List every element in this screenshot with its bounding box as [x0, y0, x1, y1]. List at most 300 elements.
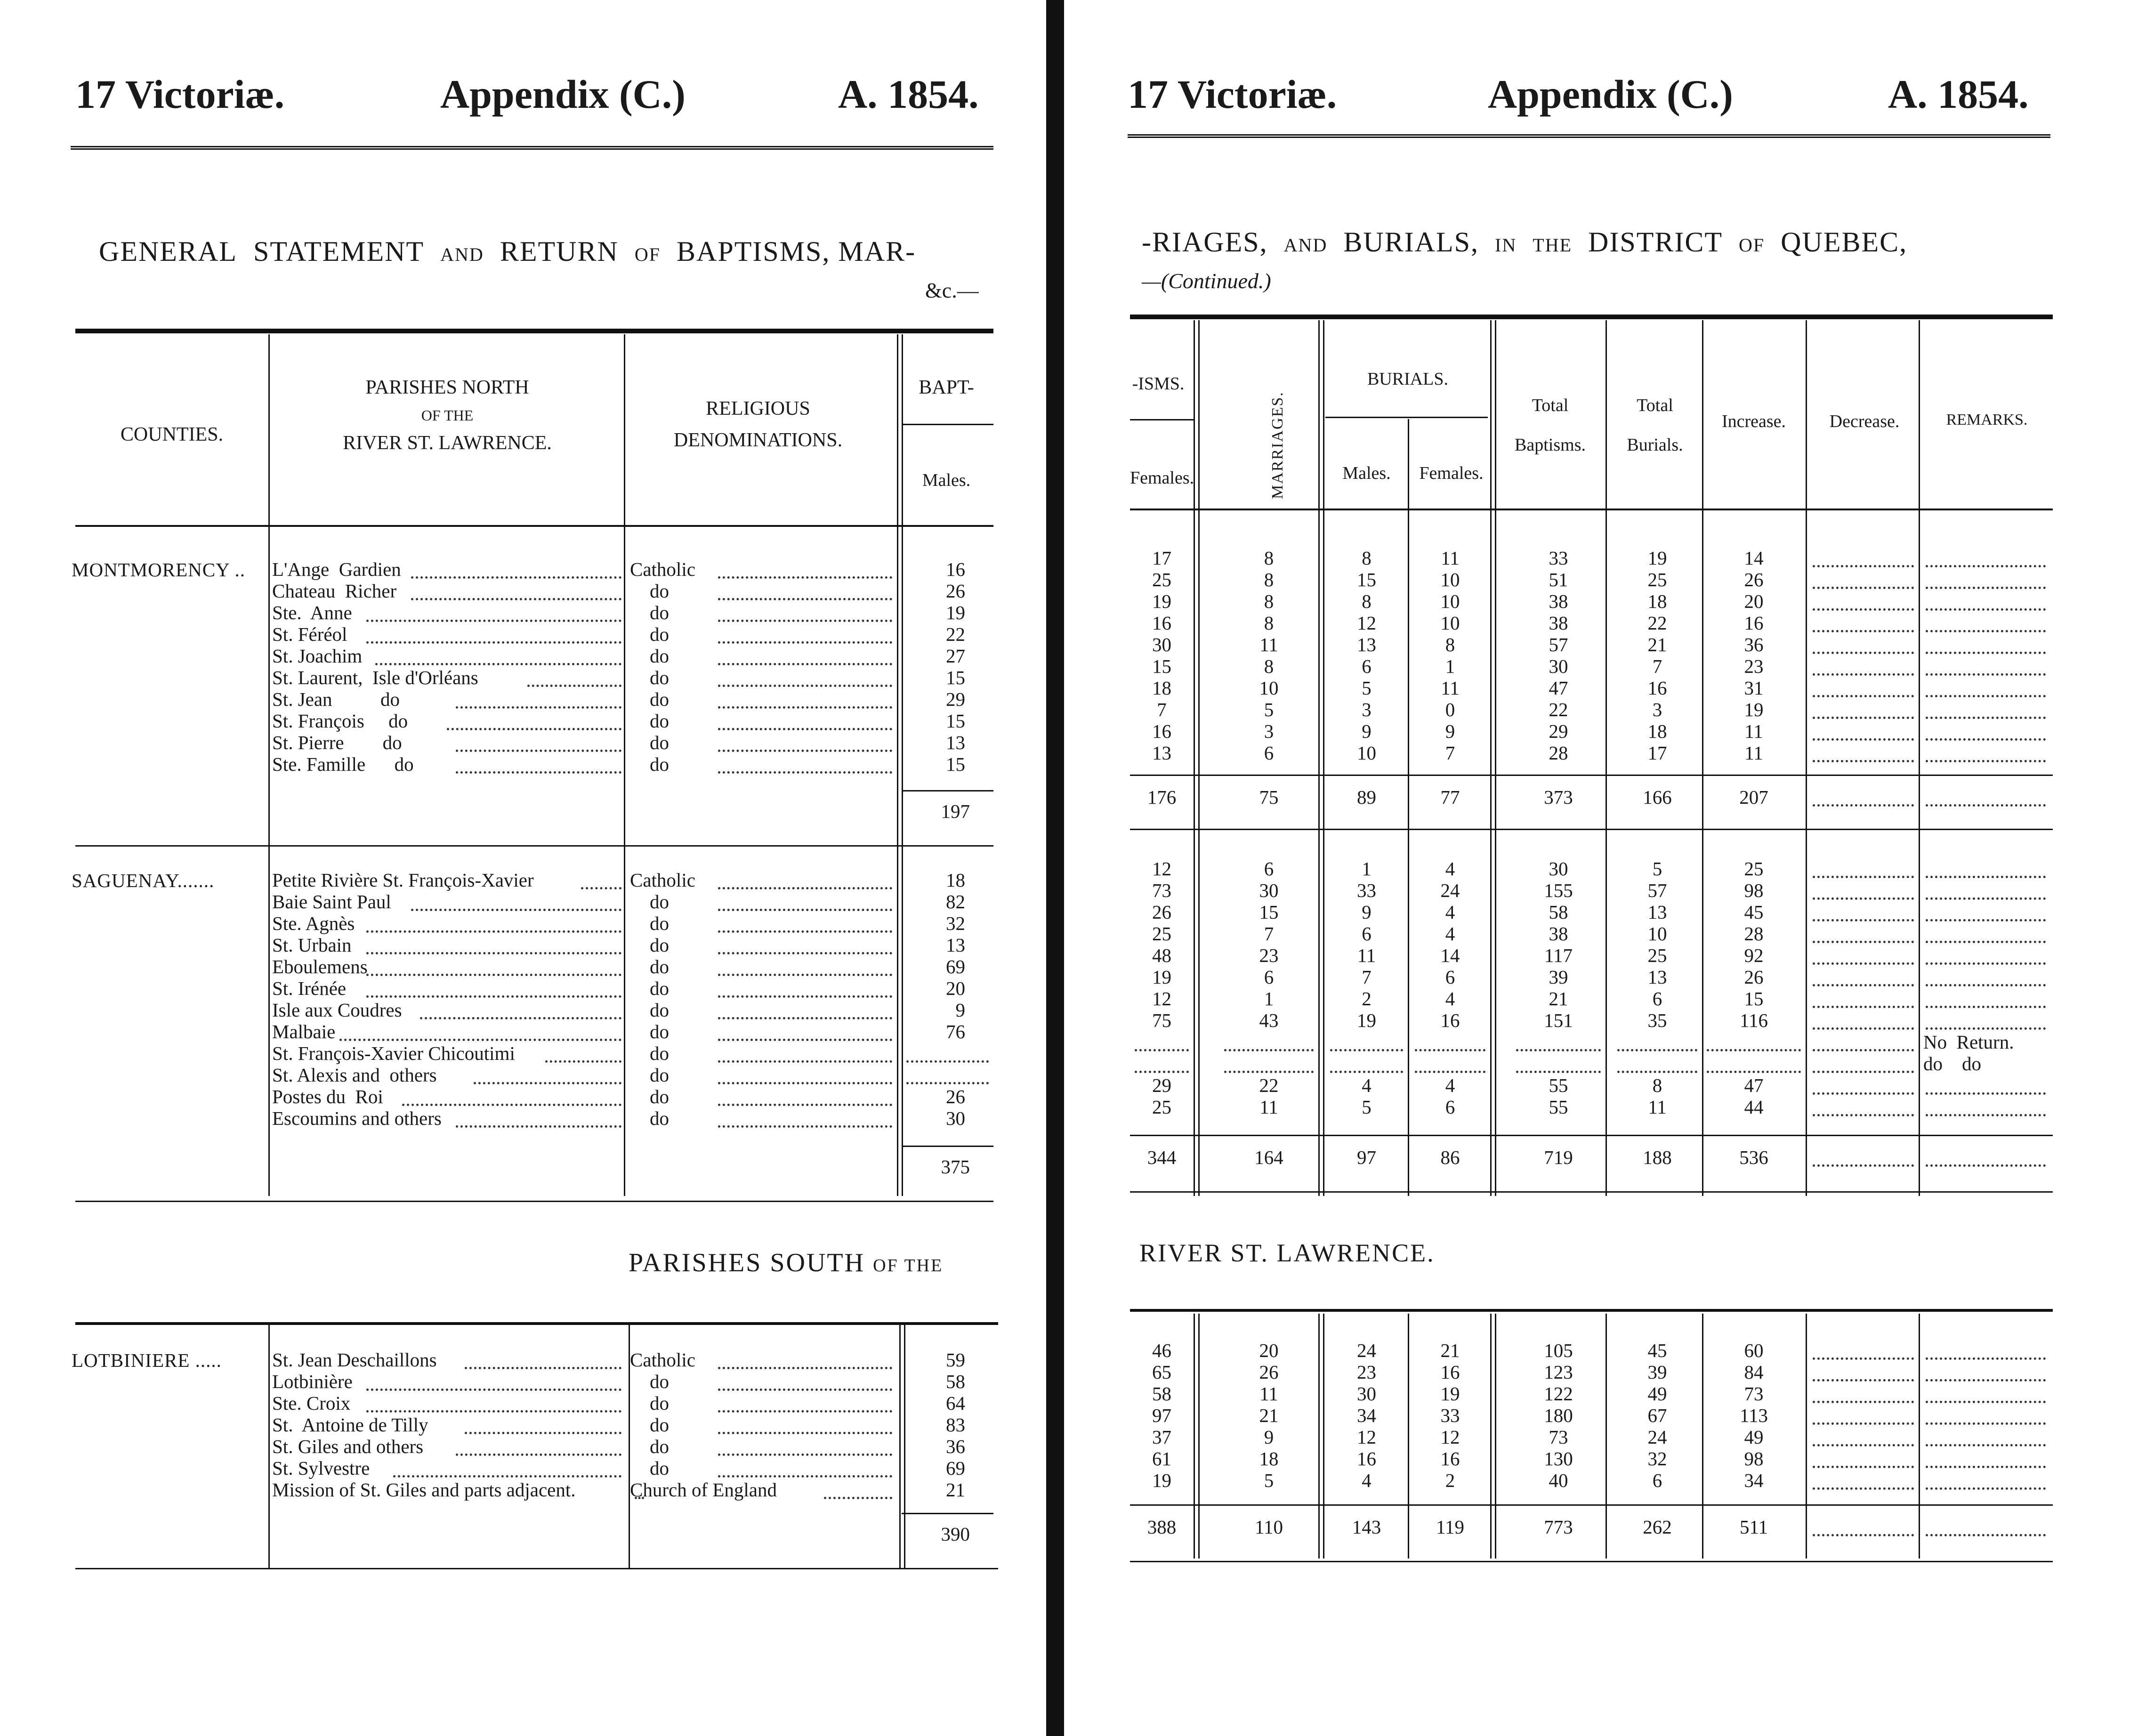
cell-value: 12	[1152, 988, 1171, 1009]
cell-value: 21	[1647, 634, 1667, 655]
group-rule-2	[75, 1201, 993, 1202]
cell-value: 45	[1647, 1340, 1667, 1361]
cell-value: 123	[1544, 1361, 1573, 1383]
cell-value: 25	[1152, 923, 1171, 945]
cell-value: 18	[1152, 677, 1171, 699]
leader-dots	[456, 685, 621, 709]
leader-dots	[411, 555, 621, 579]
remark-dots	[1926, 941, 2046, 965]
remarks-header: REMARKS.	[1946, 411, 2028, 428]
parish-name: Escoumins and others	[272, 1107, 442, 1129]
total-value: 75	[1259, 786, 1279, 808]
cell-value: 30	[1152, 634, 1171, 655]
group-rule-1	[75, 845, 993, 847]
cell-value: 6	[1445, 966, 1455, 988]
males-value: 15	[946, 667, 965, 688]
decrease-dots	[1813, 1379, 1914, 1403]
decrease-dots	[1813, 854, 1914, 878]
cell-value: 30	[1259, 880, 1279, 901]
leader-dots	[718, 555, 892, 579]
cell-value: 14	[1744, 547, 1764, 569]
r-vline-2	[1318, 320, 1320, 1196]
cell-value: 11	[1744, 720, 1763, 742]
males-value: 19	[946, 602, 965, 623]
r-vline-4b	[1495, 320, 1496, 1196]
table-top-rule	[75, 329, 993, 333]
r-vline-1	[1194, 320, 1195, 1196]
remark-dots	[1926, 854, 2046, 878]
leader-dots	[393, 1453, 621, 1478]
empty-dots	[1516, 1049, 1601, 1073]
leader-dots	[718, 974, 892, 998]
leader-dots	[718, 750, 892, 774]
county-name: SAGUENAY.......	[72, 870, 215, 891]
empty-dots	[1415, 1049, 1485, 1073]
total-value: 166	[1643, 786, 1672, 808]
cell-value: 35	[1647, 1009, 1667, 1031]
remark-dots	[1926, 630, 2046, 654]
burials-subrule	[1325, 417, 1488, 418]
cell-value: 17	[1152, 547, 1171, 569]
leader-dots	[718, 909, 892, 933]
cell-value: 26	[1744, 966, 1764, 988]
denomination: do	[650, 912, 669, 934]
cell-value: 130	[1544, 1448, 1573, 1470]
leader-dots	[718, 576, 892, 600]
cell-value: 58	[1549, 901, 1568, 923]
total-baptisms-header: Total Baptisms.	[1515, 396, 1586, 455]
cell-value: 29	[1152, 1074, 1171, 1096]
total-value: 110	[1255, 1516, 1283, 1538]
burials-females-header: Females.	[1419, 463, 1484, 483]
parish-name: Ste. Anne	[272, 602, 352, 623]
total-value: 188	[1643, 1147, 1672, 1168]
leader-dots	[456, 1432, 621, 1456]
males-value: 82	[946, 891, 965, 912]
cell-value: 48	[1152, 945, 1171, 966]
burials-header: BURIALS.	[1367, 369, 1449, 389]
parish-name: St. Jean do	[272, 688, 400, 710]
denomination: do	[650, 891, 669, 912]
cell-value: 11	[1259, 1383, 1278, 1405]
denomination: do	[650, 580, 669, 602]
cell-value: 20	[1744, 590, 1764, 612]
cell-value: 23	[1744, 655, 1764, 677]
cell-value: 12	[1152, 858, 1171, 880]
decrease-header: Decrease.	[1829, 412, 1900, 431]
parish-name: Ste. Croix	[272, 1392, 351, 1414]
r-vline-1b	[1198, 320, 1200, 1196]
cell-value: 7	[1445, 742, 1455, 764]
cell-value: 25	[1152, 1096, 1171, 1118]
parish-name: Isle aux Coudres	[272, 999, 402, 1021]
remark-dots	[1926, 876, 2046, 900]
empty-dots	[1135, 1049, 1189, 1073]
empty-dots	[906, 1060, 989, 1084]
cell-value: 92	[1744, 945, 1764, 966]
cell-value: 45	[1744, 901, 1764, 923]
cell-value: 43	[1259, 1009, 1279, 1031]
isms-subrule	[1130, 419, 1194, 420]
leader-dots	[456, 728, 621, 752]
header-center: Appendix (C.)	[1488, 72, 1733, 117]
leader-dots	[474, 1060, 621, 1084]
leader-dots	[718, 865, 892, 889]
right-page	[1064, 0, 2146, 1736]
leader-dots	[718, 685, 892, 709]
cell-value: 98	[1744, 880, 1764, 901]
males-value: 32	[946, 912, 965, 934]
cell-value: 117	[1544, 945, 1573, 966]
denomination: do	[650, 1392, 669, 1414]
r-lot-top-rule	[1130, 1309, 2053, 1312]
empty-dots	[1415, 1027, 1485, 1051]
header-right: A. 1854.	[838, 72, 979, 117]
parish-name: St. Sylvestre	[272, 1457, 370, 1479]
cell-value: 17	[1647, 742, 1667, 764]
cell-value: 9	[1445, 720, 1455, 742]
leader-dots	[456, 1104, 621, 1128]
leader-dots	[718, 1017, 892, 1041]
cell-value: 84	[1744, 1361, 1764, 1383]
cell-value: 57	[1647, 880, 1667, 901]
cell-value: 65	[1152, 1361, 1171, 1383]
decrease-dots	[1813, 695, 1914, 719]
cell-value: 26	[1744, 569, 1764, 590]
leader-dots	[718, 1389, 892, 1413]
cell-value: 97	[1152, 1405, 1171, 1426]
cell-value: 16	[1440, 1009, 1460, 1031]
total-value: 719	[1544, 1147, 1573, 1168]
cell-value: 8	[1445, 634, 1455, 655]
subtotal-rule	[902, 1146, 993, 1147]
males-value: 13	[946, 934, 965, 956]
empty-dots	[1516, 1027, 1601, 1051]
remark-text: do do	[1923, 1053, 1981, 1074]
cell-value: 25	[1647, 569, 1667, 590]
leader-dots	[718, 1039, 892, 1063]
cell-value: 8	[1652, 1074, 1662, 1096]
parish-name: Ste. Famille do	[272, 753, 414, 775]
cell-value: 16	[1152, 720, 1171, 742]
cell-value: 55	[1549, 1096, 1568, 1118]
total-value: 143	[1352, 1516, 1381, 1538]
cell-value: 7	[1362, 966, 1372, 988]
cell-value: 155	[1544, 880, 1573, 901]
cell-value: 24	[1647, 1426, 1667, 1448]
males-value: 36	[946, 1436, 965, 1457]
cell-value: 22	[1259, 1074, 1279, 1096]
cell-value: 5	[1652, 858, 1662, 880]
denomination: Catholic	[630, 1349, 695, 1371]
cell-value: 10	[1440, 612, 1460, 634]
leader-dots	[718, 887, 892, 911]
parish-name: Lotbinière	[272, 1371, 353, 1392]
header-rule	[1128, 134, 2050, 141]
parish-name: Mission of St. Giles and parts adjacent.	[272, 1479, 576, 1501]
r-vline-l3	[1408, 1314, 1409, 1558]
vline-3b	[902, 334, 903, 1196]
cell-value: 6	[1652, 1470, 1662, 1491]
males-total: 390	[941, 1523, 970, 1545]
cell-value: 16	[1357, 1448, 1376, 1470]
r-vline-5	[1605, 320, 1607, 1196]
cell-value: 10	[1647, 923, 1667, 945]
leader-dots	[339, 1017, 621, 1041]
denomination: do	[650, 1042, 669, 1064]
total-value: 97	[1357, 1147, 1376, 1168]
r-vline-l1	[1194, 1314, 1195, 1558]
total-value: 373	[1544, 786, 1573, 808]
counties-header: COUNTIES.	[120, 424, 224, 445]
decrease-dots	[1813, 738, 1914, 762]
empty-dots	[1224, 1027, 1314, 1051]
cell-value: 25	[1647, 945, 1667, 966]
denomination: do	[650, 1414, 669, 1436]
cell-value: 16	[1647, 677, 1667, 699]
parish-name: Postes du Roi	[272, 1086, 383, 1107]
leader-dots	[718, 663, 892, 687]
header-left: 17 Victoriæ.	[1128, 72, 1337, 117]
decrease-dots	[1813, 1401, 1914, 1425]
header-rule	[71, 146, 993, 153]
empty-dots	[1707, 1027, 1801, 1051]
decrease-dots	[1813, 941, 1914, 965]
leader-dots	[411, 887, 621, 911]
cell-value: 9	[1264, 1426, 1274, 1448]
cell-value: 7	[1652, 655, 1662, 677]
cell-value: 34	[1357, 1405, 1376, 1426]
parish-name: St. Jean Deschaillons	[272, 1349, 437, 1371]
remark-dots	[1926, 738, 2046, 762]
cell-value: 31	[1744, 677, 1764, 699]
subtotal-rule	[902, 1513, 993, 1514]
cell-value: 75	[1152, 1009, 1171, 1031]
cell-value: 10	[1259, 677, 1279, 699]
empty-dots	[1224, 1049, 1314, 1073]
cell-value: 19	[1152, 1470, 1171, 1491]
denomination: do	[650, 1021, 669, 1042]
cell-value: 8	[1264, 655, 1274, 677]
cell-value: 33	[1440, 1405, 1460, 1426]
leader-dots	[718, 641, 892, 665]
decrease-dots	[1813, 608, 1914, 632]
denomination: do	[650, 934, 669, 956]
r-vline-l8	[1919, 1314, 1920, 1558]
leader-dots	[718, 1345, 892, 1369]
males-value: 26	[946, 1086, 965, 1107]
cell-value: 73	[1152, 880, 1171, 901]
remark-dots	[1926, 1143, 2046, 1167]
leader-dots	[718, 930, 892, 954]
denomination: do	[650, 1457, 669, 1479]
decrease-dots	[1813, 897, 1914, 921]
cell-value: 6	[1362, 923, 1372, 945]
decrease-dots	[1813, 962, 1914, 986]
cell-value: 15	[1259, 901, 1279, 923]
leader-dots	[718, 1104, 892, 1128]
r-vline-7	[1806, 320, 1807, 1196]
cell-value: 73	[1549, 1426, 1568, 1448]
remark-dots	[1926, 1466, 2046, 1490]
cell-value: 19	[1744, 699, 1764, 720]
r-vline-2b	[1323, 320, 1324, 1196]
leader-dots	[411, 576, 621, 600]
increase-header: Increase.	[1721, 412, 1786, 431]
county-name: LOTBINIERE .....	[72, 1349, 222, 1371]
cell-value: 58	[1152, 1383, 1171, 1405]
cell-value: 11	[1648, 1096, 1667, 1118]
remark-dots	[1926, 1422, 2046, 1446]
cell-value: 5	[1264, 699, 1274, 720]
cell-value: 39	[1549, 966, 1568, 988]
remark-dots	[1926, 1444, 2046, 1468]
remark-dots	[1926, 1512, 2046, 1536]
cell-value: 19	[1440, 1383, 1460, 1405]
cell-value: 2	[1362, 988, 1372, 1009]
cell-value: 19	[1152, 590, 1171, 612]
header-bottom-rule	[75, 525, 993, 527]
males-value: 26	[946, 580, 965, 602]
males-value: 13	[946, 732, 965, 753]
cell-value: 29	[1549, 720, 1568, 742]
denomination: do	[650, 753, 669, 775]
remark-dots	[1926, 1092, 2046, 1116]
males-value: 59	[946, 1349, 965, 1371]
denomination: do	[650, 667, 669, 688]
cell-value: 16	[1152, 612, 1171, 634]
cell-value: 6	[1362, 655, 1372, 677]
cell-value: 49	[1744, 1426, 1764, 1448]
cell-value: 38	[1549, 590, 1568, 612]
remark-dots	[1926, 1357, 2046, 1381]
denomination: Catholic	[630, 869, 695, 891]
cell-value: 1	[1362, 858, 1372, 880]
denomination: do	[650, 1436, 669, 1457]
cell-value: 105	[1544, 1340, 1573, 1361]
cell-value: 25	[1744, 858, 1764, 880]
burials-males-header: Males.	[1342, 463, 1391, 483]
cell-value: 38	[1549, 612, 1568, 634]
leader-dots	[465, 1345, 621, 1369]
vline-4	[268, 1323, 270, 1568]
decrease-dots	[1813, 1466, 1914, 1490]
cell-value: 11	[1441, 547, 1460, 569]
leader-dots	[447, 706, 621, 730]
cell-value: 20	[1259, 1340, 1279, 1361]
cell-value: 19	[1357, 1009, 1376, 1031]
cell-value: 4	[1362, 1074, 1372, 1096]
leader-dots	[366, 930, 621, 954]
leader-dots	[545, 1039, 621, 1063]
cell-value: 11	[1259, 1096, 1278, 1118]
cell-value: 4	[1445, 988, 1455, 1009]
cell-value: 32	[1647, 1448, 1667, 1470]
leader-dots	[718, 1060, 892, 1084]
leader-dots	[366, 620, 621, 644]
cell-value: 16	[1744, 612, 1764, 634]
remark-dots	[1926, 897, 2046, 921]
decrease-dots	[1813, 876, 1914, 900]
cell-value: 18	[1647, 590, 1667, 612]
remark-dots	[1926, 1401, 2046, 1425]
cell-value: 67	[1647, 1405, 1667, 1426]
remark-dots	[1926, 1071, 2046, 1095]
cell-value: 15	[1152, 655, 1171, 677]
leader-dots	[718, 1453, 892, 1478]
denomination: Church of England	[630, 1479, 777, 1501]
denomination: do	[650, 710, 669, 732]
males-value: 15	[946, 710, 965, 732]
cell-value: 19	[1647, 547, 1667, 569]
r-vline-8	[1919, 320, 1920, 1196]
cell-value: 23	[1357, 1361, 1376, 1383]
denomination: do	[650, 1064, 669, 1086]
county-name: MONTMORENCY ..	[72, 559, 245, 581]
cell-value: 4	[1445, 923, 1455, 945]
r-vline-l1b	[1198, 1314, 1200, 1558]
cell-value: 180	[1544, 1405, 1573, 1426]
total-value: 77	[1440, 786, 1460, 808]
leader-dots	[456, 750, 621, 774]
denomination: do	[650, 956, 669, 977]
decrease-dots	[1813, 587, 1914, 611]
males-value: 9	[955, 999, 965, 1021]
empty-dots	[1617, 1049, 1697, 1073]
empty-dots	[1330, 1049, 1403, 1073]
total-burials-header: Total Burials.	[1627, 396, 1683, 455]
leader-dots	[366, 909, 621, 933]
males-value: 64	[946, 1392, 965, 1414]
leader-dots	[465, 1410, 621, 1434]
denomination: do	[650, 688, 669, 710]
parishes-header: PARISHES NORTH OF THE RIVER ST. LAWRENCE.	[343, 377, 552, 454]
cell-value: 39	[1647, 1361, 1667, 1383]
leader-dots	[718, 598, 892, 622]
cell-value: 21	[1549, 988, 1568, 1009]
leader-dots	[366, 952, 621, 976]
cell-value: 30	[1357, 1383, 1376, 1405]
cell-value: 4	[1445, 1074, 1455, 1096]
header-center: Appendix (C.)	[440, 72, 686, 117]
leader-dots	[581, 865, 621, 889]
decrease-dots	[1813, 543, 1914, 567]
decrease-dots	[1813, 1143, 1914, 1167]
cell-value: 23	[1259, 945, 1279, 966]
cell-value: 16	[1440, 1361, 1460, 1383]
decrease-dots	[1813, 565, 1914, 589]
cell-value: 6	[1264, 742, 1274, 764]
denomination: do	[650, 999, 669, 1021]
decrease-dots	[1813, 1422, 1914, 1446]
cell-value: 21	[1440, 1340, 1460, 1361]
cell-value: 13	[1647, 966, 1667, 988]
r-lot-bottom-rule	[1130, 1561, 2053, 1562]
cell-value: 13	[1152, 742, 1171, 764]
empty-dots	[906, 1039, 989, 1063]
parish-name: St. François do	[272, 710, 408, 732]
empty-dots	[1617, 1027, 1697, 1051]
males-value: 20	[946, 977, 965, 999]
decrease-dots	[1813, 783, 1914, 807]
cell-value: 73	[1744, 1383, 1764, 1405]
cell-value: 47	[1744, 1074, 1764, 1096]
total-value: 176	[1147, 786, 1177, 808]
cell-value: 10	[1440, 569, 1460, 590]
cell-value: 33	[1549, 547, 1568, 569]
decrease-dots	[1813, 1092, 1914, 1116]
parish-name: L'Ange Gardien	[272, 558, 401, 580]
